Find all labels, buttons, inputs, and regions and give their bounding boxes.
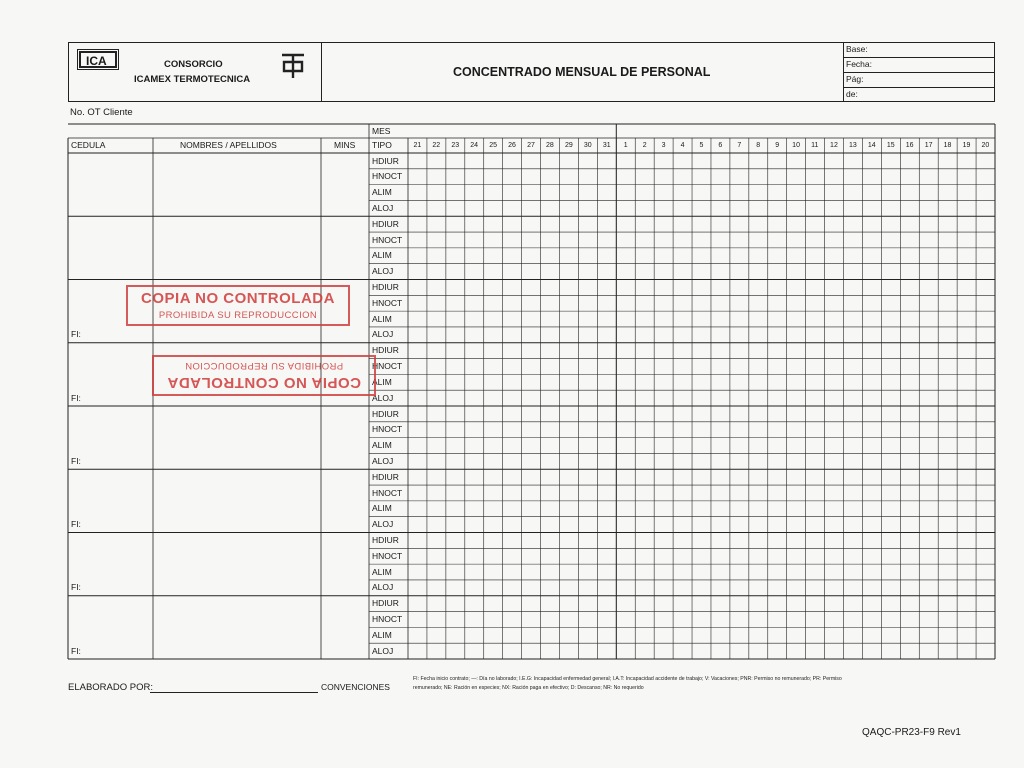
day-label: 27 — [527, 142, 535, 149]
type-label-hnoct: HNOCT — [372, 614, 403, 625]
type-label-hdiur: HDIUR — [372, 408, 399, 419]
day-label: 18 — [943, 142, 952, 149]
col-header-mes: MES — [372, 126, 391, 136]
day-label: 23 — [451, 142, 460, 149]
day-label: 2 — [642, 142, 647, 149]
type-label-aloj: ALOJ — [372, 519, 394, 530]
type-label-aloj: ALOJ — [372, 266, 394, 277]
day-label: 9 — [775, 142, 780, 149]
day-label: 25 — [489, 142, 497, 149]
day-label: 14 — [867, 142, 876, 149]
uncontrolled-copy-stamp-rotated: COPIA NO CONTROLADA PROHIBIDA SU REPRODUCCION — [152, 355, 376, 396]
header-field-label: Pág: — [846, 74, 864, 84]
type-label-alim: ALIM — [372, 250, 392, 261]
day-label: 11 — [811, 142, 819, 149]
type-label-hdiur: HDIUR — [372, 218, 399, 229]
fi-label: FI: — [71, 519, 81, 530]
company-line2: ICAMEX TERMOTECNICA — [134, 74, 251, 85]
type-label-alim: ALIM — [372, 376, 392, 387]
type-label-hnoct: HNOCT — [372, 487, 403, 498]
conventions-legend-line2: remunerado; NE: Ración en especies; NX: Ración paga en efectivo; D: Descanso; NR: No requerido — [413, 685, 644, 691]
day-label: 5 — [699, 142, 704, 149]
col-header-cedula: CEDULA — [71, 140, 106, 150]
day-label: 19 — [962, 142, 971, 149]
type-label-aloj: ALOJ — [372, 329, 394, 340]
type-label-alim: ALIM — [372, 503, 392, 514]
type-label-hnoct: HNOCT — [372, 171, 403, 182]
type-label-hnoct: HNOCT — [372, 234, 403, 245]
day-label: 26 — [508, 142, 516, 149]
convenciones-label: CONVENCIONES — [321, 682, 390, 692]
type-label-alim: ALIM — [372, 566, 392, 577]
fi-label: FI: — [71, 329, 81, 340]
col-header-nombres: NOMBRES / APELLIDOS — [180, 140, 277, 150]
ot-cliente-label: No. OT Cliente — [70, 107, 133, 118]
day-label: 31 — [602, 142, 611, 149]
type-label-aloj: ALOJ — [372, 582, 394, 593]
type-label-aloj: ALOJ — [372, 392, 394, 403]
fi-label: FI: — [71, 455, 81, 466]
day-label: 10 — [792, 142, 800, 149]
day-label: 12 — [830, 142, 838, 149]
type-label-hdiur: HDIUR — [372, 345, 399, 356]
fi-label: FI: — [71, 392, 81, 403]
day-label: 17 — [924, 142, 933, 149]
day-label: 28 — [546, 142, 554, 149]
col-header-tipo: TIPO — [372, 140, 392, 150]
type-label-hdiur: HDIUR — [372, 282, 399, 292]
form-title: CONCENTRADO MENSUAL DE PERSONAL — [453, 65, 711, 79]
day-label: 15 — [886, 142, 895, 149]
type-label-alim: ALIM — [372, 629, 392, 640]
day-label: 22 — [432, 142, 441, 149]
type-label-hnoct: HNOCT — [372, 297, 403, 308]
type-label-alim: ALIM — [372, 440, 392, 451]
day-label: 7 — [737, 142, 742, 149]
type-label-alim: ALIM — [372, 313, 392, 324]
fi-label: FI: — [71, 582, 81, 593]
day-label: 29 — [564, 142, 573, 149]
document-code: QAQC-PR23-F9 Rev1 — [862, 727, 961, 738]
day-label: 13 — [848, 142, 857, 149]
type-label-aloj: ALOJ — [372, 455, 394, 466]
conventions-legend-line1: FI: Fecha inicio contrato; —: Día no laborado; I.E.G: Incapacidad enfermedad general; I.A.T: Incapacidad accidente de trabajo; V: Vacaciones; PNR: Permiso no remunerado; PR: Permiso — [413, 676, 842, 682]
type-label-hnoct: HNOCT — [372, 361, 403, 372]
fi-label: FI: — [71, 645, 81, 656]
header-field-label: de: — [846, 89, 858, 99]
type-label-hdiur: HDIUR — [372, 471, 399, 482]
ica-logo-text: ICA — [86, 54, 107, 68]
type-label-hdiur: HDIUR — [372, 535, 399, 545]
elaborado-por-line — [150, 692, 318, 693]
type-label-aloj: ALOJ — [372, 202, 394, 213]
header-field-label: Fecha: — [846, 59, 872, 69]
type-label-alim: ALIM — [372, 187, 392, 198]
day-label: 21 — [413, 142, 422, 149]
type-label-hnoct: HNOCT — [372, 424, 403, 435]
day-label: 4 — [680, 142, 685, 149]
day-label: 24 — [470, 142, 479, 149]
uncontrolled-copy-stamp: COPIA NO CONTROLADA PROHIBIDA SU REPRODUCCION — [126, 285, 350, 326]
day-label: 6 — [718, 142, 723, 149]
company-line1: CONSORCIO — [164, 59, 223, 70]
type-label-hnoct: HNOCT — [372, 550, 403, 561]
elaborado-por-label: ELABORADO POR: — [68, 682, 153, 693]
day-label: 20 — [981, 142, 990, 149]
day-label: 30 — [583, 142, 592, 149]
header-field-label: Base: — [846, 44, 868, 54]
day-label: 3 — [661, 142, 666, 149]
day-label: 16 — [905, 142, 914, 149]
day-label: 8 — [756, 142, 761, 149]
type-label-aloj: ALOJ — [372, 645, 394, 656]
col-header-mins: MINS — [334, 140, 356, 150]
type-label-hdiur: HDIUR — [372, 598, 399, 609]
day-label: 1 — [623, 142, 628, 149]
type-label-hdiur: HDIUR — [372, 155, 399, 166]
